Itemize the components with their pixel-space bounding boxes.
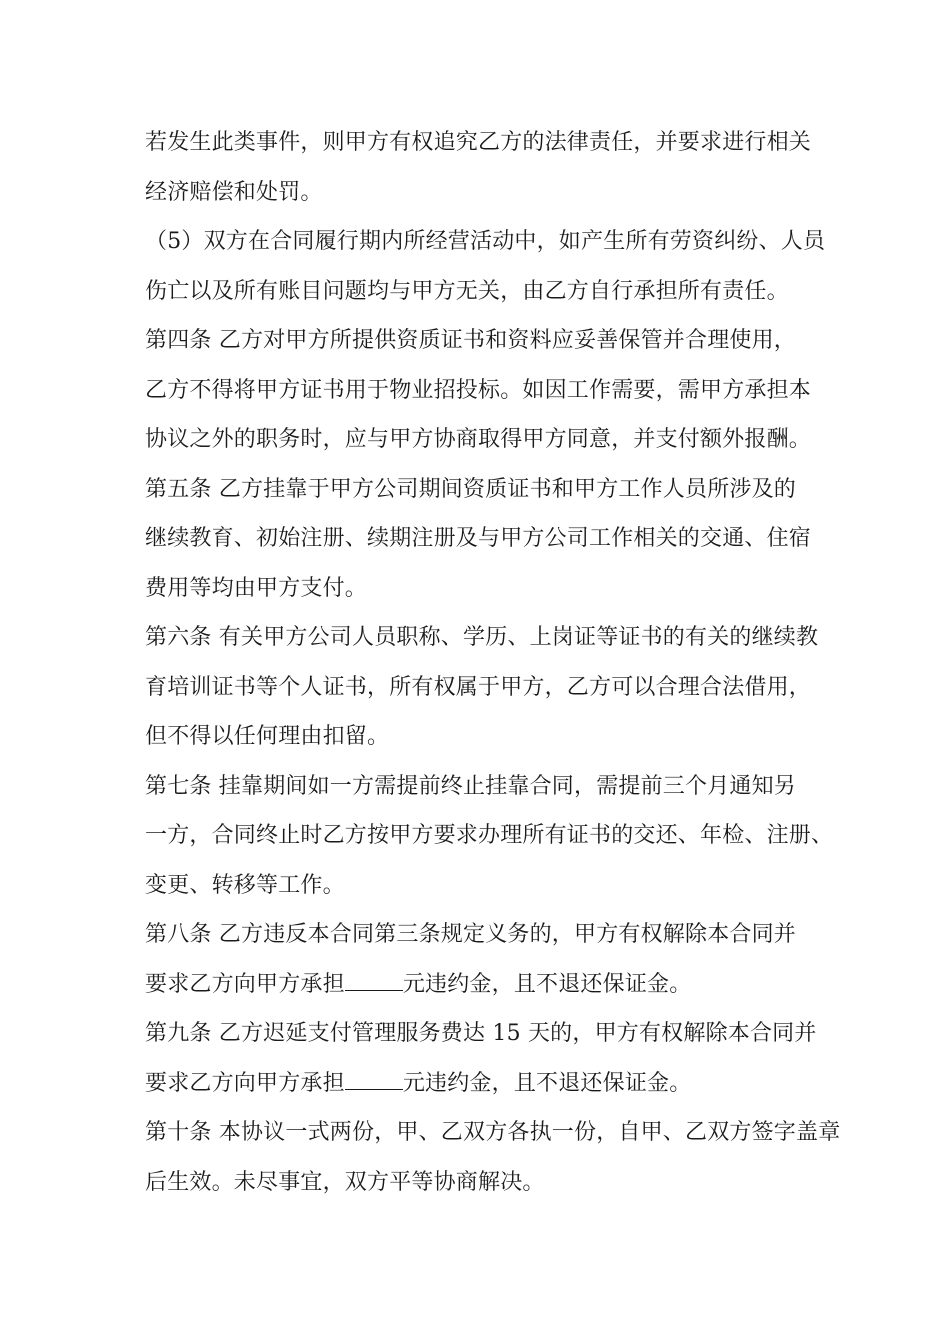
- text-fragment: 要求乙方向甲方承担: [145, 971, 345, 997]
- text-line: 若发生此类事件，则甲方有权追究乙方的法律责任，并要求进行相关: [145, 130, 812, 155]
- text-fragment: 要求乙方向甲方承担: [145, 1070, 345, 1096]
- text-line: 经济赔偿和处罚。: [145, 179, 323, 205]
- text-fragment: 元违约金，且不退还保证金。: [402, 971, 692, 997]
- paragraph-item-5: [145, 217, 826, 316]
- article-4: [145, 316, 815, 465]
- penalty-amount-blank: [345, 972, 403, 991]
- text-line: 第七条 挂靠期间如一方需提前终止挂靠合同，需提前三个月通知另: [145, 773, 796, 799]
- document-page: [145, 118, 841, 1207]
- text-line: 协议之外的职务时，应与甲方协商取得甲方同意，并支付额外报酬。: [145, 427, 812, 452]
- text-line: 但不得以任何理由扣留。: [145, 724, 390, 749]
- article-10: [145, 1108, 841, 1207]
- article-5: [145, 465, 815, 614]
- text-line: 第六条 有关甲方公司人员职称、学历、上岗证等证书的有关的继续教: [145, 625, 819, 650]
- text-line: 第九条 乙方迟延支付管理服务费达 15 天的，甲方有权解除本合同并: [145, 1021, 817, 1046]
- text-line: 后生效。未尽事宜，双方平等协商解决。: [145, 1169, 545, 1195]
- text-line: 费用等均由甲方支付。: [145, 575, 368, 601]
- text-fragment: 元违约金，且不退还保证金。: [402, 1070, 692, 1096]
- text-line-with-blank: [145, 960, 815, 1010]
- penalty-amount-blank: [345, 1071, 403, 1090]
- text-line: 育培训证书等个人证书，所有权属于甲方，乙方可以合理合法借用，: [145, 674, 812, 700]
- article-6: [145, 613, 819, 762]
- text-line: 乙方不得将甲方证书用于物业招投标。如因工作需要，需甲方承担本: [145, 377, 812, 403]
- text-line: 第五条 乙方挂靠于甲方公司期间资质证书和甲方工作人员所涉及的: [145, 476, 796, 502]
- text-line: 第十条 本协议一式两份，甲、乙双方各执一份，自甲、乙双方签字盖章: [145, 1120, 841, 1145]
- article-7: [145, 762, 834, 911]
- article-9: [145, 1009, 815, 1108]
- paragraph-liability: [145, 118, 815, 217]
- text-line: （5）双方在合同履行期内所经营活动中，如产生所有劳资纠纷、人员: [145, 229, 826, 254]
- article-8: [145, 910, 815, 1009]
- text-line: 变更、转移等工作。: [145, 872, 345, 898]
- text-line: 继续教育、初始注册、续期注册及与甲方公司工作相关的交通、住宿: [145, 526, 812, 551]
- text-line: 第八条 乙方违反本合同第三条规定义务的，甲方有权解除本合同并: [145, 922, 796, 947]
- text-line: 一方，合同终止时乙方按甲方要求办理所有证书的交还、年检、注册、: [145, 823, 834, 848]
- text-line: 第四条 乙方对甲方所提供资质证书和资料应妥善保管并合理使用，: [145, 328, 796, 353]
- text-line-with-blank: [145, 1059, 815, 1109]
- text-line: 伤亡以及所有账目问题均与甲方无关，由乙方自行承担所有责任。: [145, 278, 789, 304]
